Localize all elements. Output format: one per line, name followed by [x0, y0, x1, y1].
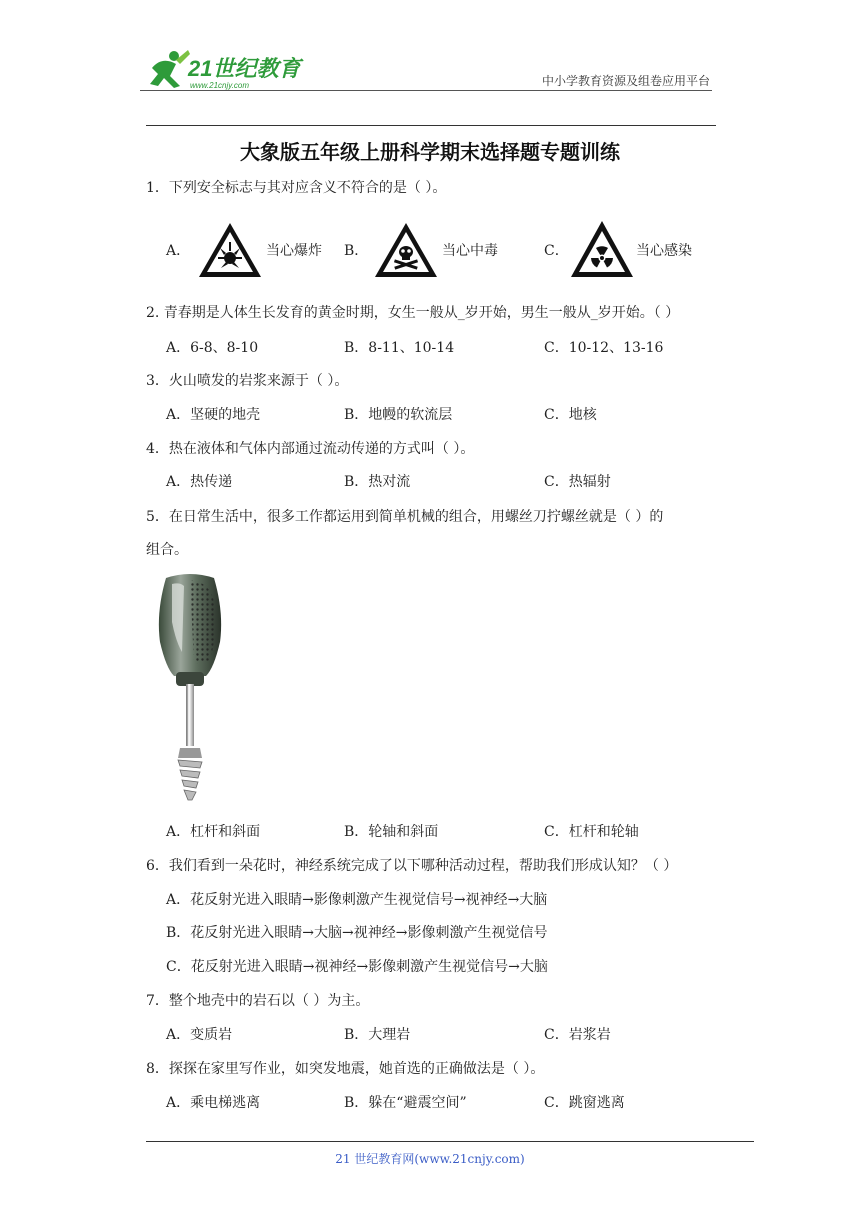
q1-option-c-text: 当心感染 — [636, 243, 692, 259]
q4-option-a: A．热传递 — [166, 474, 233, 490]
q4-option-b: B．热对流 — [344, 474, 411, 490]
q2-option-c: C．10-12、13-16 — [544, 340, 664, 356]
q2-option-b: B．8-11、10-14 — [344, 340, 455, 356]
q1-option-b-text: 当心中毒 — [442, 243, 498, 259]
q5-option-a: A．杠杆和斜面 — [166, 824, 261, 840]
logo-url: www.21cnjy.com — [190, 81, 249, 90]
poison-warning-icon — [372, 220, 440, 280]
q4-option-c: C．热辐射 — [544, 474, 611, 490]
q8-option-b: B．躲在“避震空间” — [344, 1095, 467, 1111]
q1-option-c-letter: C． — [544, 243, 569, 259]
q8-option-a: A．乘电梯逃离 — [166, 1095, 261, 1111]
question-3: 3．火山喷发的岩浆来源于（ ）。 — [146, 373, 349, 389]
q3-option-c: C．地核 — [544, 407, 597, 423]
q6-option-c: C．花反射光进入眼睛→视神经→影像刺激产生视觉信号→大脑 — [166, 959, 548, 975]
q2-option-a: A．6-8、8-10 — [166, 340, 259, 356]
q5-option-b: B．轮轴和斜面 — [344, 824, 439, 840]
q1-option-a-text: 当心爆炸 — [266, 243, 322, 259]
q7-option-a: A．变质岩 — [166, 1027, 233, 1043]
question-2: 2. 青春期是人体生长发育的黄金时期，女生一般从_岁开始，男生一般从_岁开始。（ ） — [146, 305, 680, 321]
q5-option-c: C．杠杆和轮轴 — [544, 824, 639, 840]
q7-option-b: B．大理岩 — [344, 1027, 411, 1043]
q7-option-c: C．岩浆岩 — [544, 1027, 611, 1043]
page-title: 大象版五年级上册科学期末选择题专题训练 — [240, 140, 620, 164]
q1-option-a-letter: A． — [166, 243, 191, 259]
question-5-line-1: 5．在日常生活中，很多工作都运用到简单机械的组合，用螺丝刀拧螺丝就是（ ）的 — [146, 509, 664, 525]
logo-text: 21世纪教育 — [188, 56, 301, 81]
screwdriver-icon — [150, 572, 230, 808]
q3-option-b: B．地幔的软流层 — [344, 407, 453, 423]
footer-link[interactable]: 21 世纪教育网(www.21cnjy.com) — [335, 1152, 525, 1166]
question-6: 6．我们看到一朵花时，神经系统完成了以下哪种活动过程，帮助我们形成认知？（ ） — [146, 858, 678, 874]
question-5-line-2: 组合。 — [146, 542, 188, 558]
q6-option-b: B．花反射光进入眼睛→大脑→视神经→影像刺激产生视觉信号 — [166, 925, 548, 941]
runner-logo-icon — [150, 50, 190, 88]
header-divider — [140, 90, 712, 91]
site-logo — [140, 46, 310, 92]
radiation-warning-icon — [568, 218, 636, 278]
q6-option-a: A．花反射光进入眼睛→影像刺激产生视觉信号→视神经→大脑 — [166, 892, 548, 908]
explosion-warning-icon — [196, 220, 264, 280]
question-4: 4．热在液体和气体内部通过流动传递的方式叫（ ）。 — [146, 441, 475, 457]
question-8: 8．探探在家里写作业，如突发地震，她首选的正确做法是（ ）。 — [146, 1061, 545, 1077]
q3-option-a: A．坚硬的地壳 — [166, 407, 261, 423]
question-7: 7．整个地壳中的岩石以（ ）为主。 — [146, 993, 370, 1009]
q1-option-b-letter: B． — [344, 243, 369, 259]
title-divider — [146, 125, 716, 126]
question-1: 1．下列安全标志与其对应含义不符合的是（ ）。 — [146, 180, 447, 196]
q8-option-c: C．跳窗逃离 — [544, 1095, 625, 1111]
footer-divider — [146, 1141, 754, 1142]
platform-name: 中小学教育资源及组卷应用平台 — [541, 74, 710, 88]
